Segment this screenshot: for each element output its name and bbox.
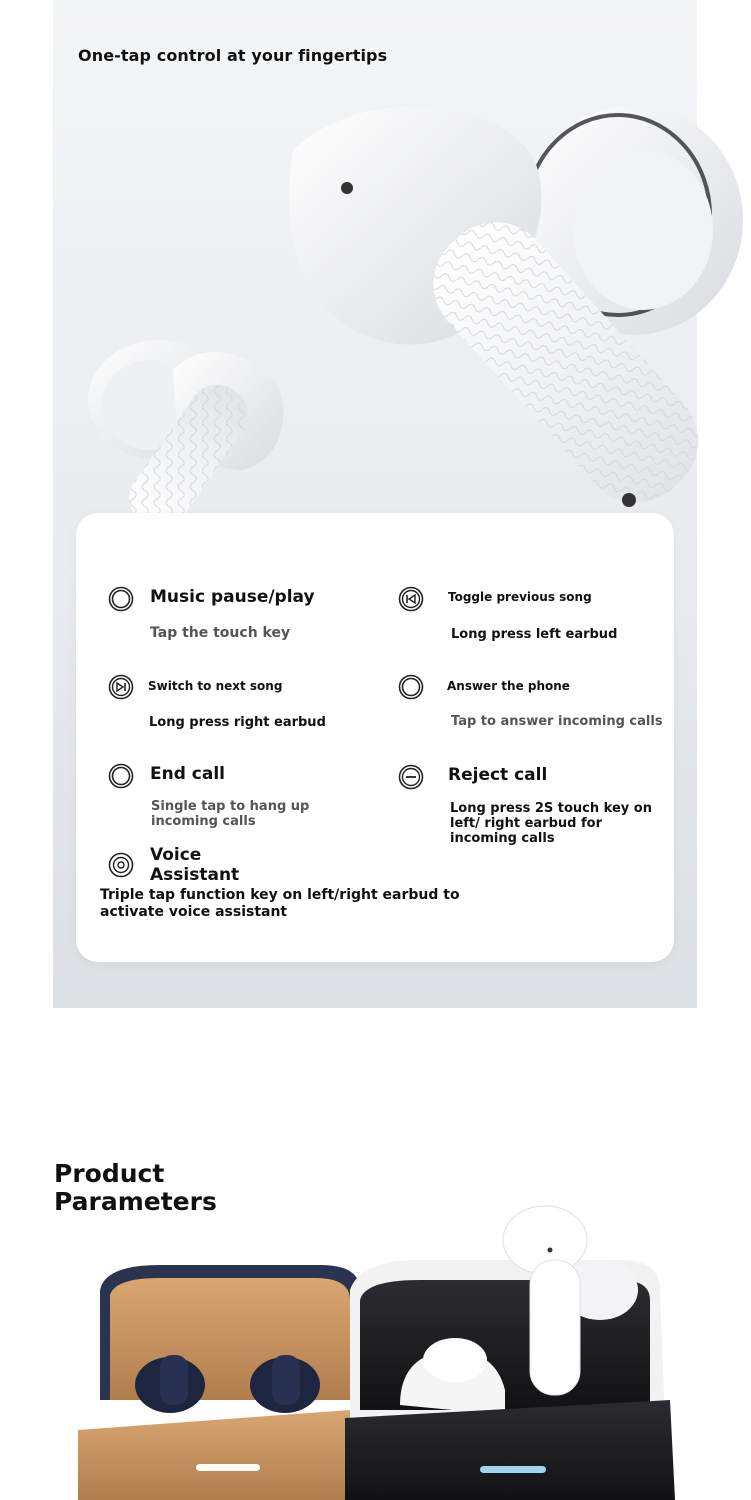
control-desc-previous: Long press left earbud — [451, 627, 618, 642]
control-desc-voice: Triple tap function key on left/right earbud to activate voice assistant — [100, 887, 460, 920]
control-title-music: Music pause/play — [150, 587, 315, 607]
hero-title: One-tap control at your fingertips — [78, 46, 388, 65]
control-desc-end-call: Single tap to hang up incoming calls — [151, 799, 310, 829]
control-desc-reject: Long press 2S touch key on left/ right earbud for incoming calls — [450, 801, 652, 846]
control-title-reject: Reject call — [448, 765, 548, 785]
control-title-voice: Voice Assistant — [150, 845, 240, 885]
previous-icon — [398, 586, 424, 612]
control-desc-next: Long press right earbud — [149, 715, 326, 730]
circle-icon — [108, 586, 134, 612]
reject-icon — [398, 764, 424, 790]
charging-cases-image — [60, 1200, 751, 1500]
circle-icon — [398, 674, 424, 700]
earbuds-image — [53, 0, 751, 580]
params-title-text: Product Parameters — [54, 1159, 217, 1216]
control-title-previous: Toggle previous song — [448, 590, 592, 604]
control-desc-music: Tap the touch key — [150, 625, 291, 641]
circle-icon — [108, 763, 134, 789]
next-icon — [108, 674, 134, 700]
control-desc-answer: Tap to answer incoming calls — [451, 714, 663, 729]
control-title-end-call: End call — [150, 764, 226, 784]
control-title-answer: Answer the phone — [447, 679, 570, 693]
target-icon — [108, 852, 134, 878]
control-title-next: Switch to next song — [148, 679, 283, 693]
